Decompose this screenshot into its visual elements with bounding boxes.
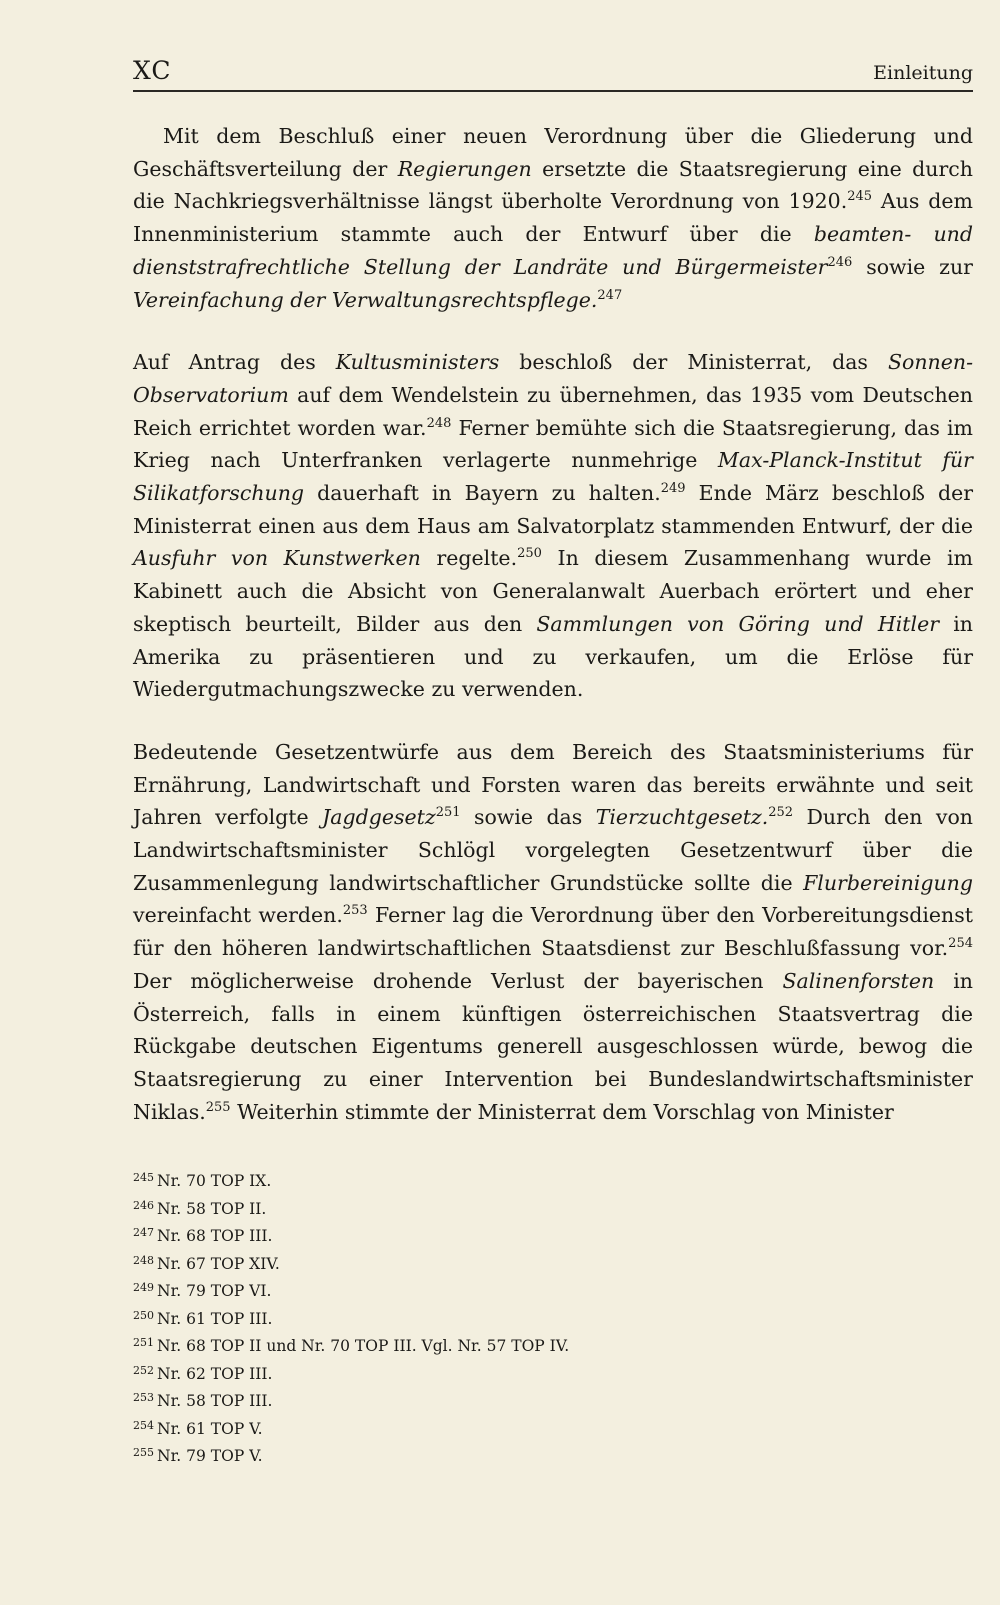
footnote bbox=[133, 1359, 973, 1387]
footnote-number: 247 bbox=[133, 1226, 154, 1239]
footnote-number: 255 bbox=[133, 1446, 154, 1459]
text-run: Durch den von Landwirtschaftsminister Schlögl vorgelegten Gesetzentwurf über die Zusammenlegung landwirtschaftlicher Grundstücke sollte die bbox=[133, 805, 973, 895]
paragraph bbox=[133, 120, 973, 316]
text-run: regelte. bbox=[420, 546, 518, 571]
emphasis-text: Ausfuhr von Kunstwerken bbox=[133, 546, 421, 571]
footnote-ref: 251 bbox=[435, 805, 461, 821]
text-run: Mit dem Beschluß einer neuen Verordnung über die Gliederung und Geschäftsverteilung der bbox=[133, 124, 973, 181]
text-run: beschloß der Ministerrat, das bbox=[499, 350, 888, 375]
text-run: In diesem Zusammenhang wurde im Kabinett auch die Absicht von Generalanwalt Auerbach erörtert und eher skeptisch beurteilt, Bilder aus den bbox=[133, 546, 973, 636]
footnote-ref: 246 bbox=[827, 254, 853, 270]
emphasis-text: Max-Planck-Institut für Silikatforschung bbox=[133, 448, 973, 506]
footnote bbox=[133, 1194, 973, 1222]
footnote-text: Nr. 62 TOP III. bbox=[157, 1364, 273, 1383]
footnote-text: Nr. 70 TOP IX. bbox=[157, 1172, 272, 1190]
footnote bbox=[133, 1166, 973, 1194]
footnote-text: Nr. 61 TOP III. bbox=[157, 1309, 273, 1328]
footnote-number: 251 bbox=[133, 1336, 154, 1349]
emphasis-text: Vereinfachung der Verwaltungsrechtspflege. bbox=[133, 287, 598, 312]
text-run: in Österreich, falls in einem künftigen österreichischen Staatsvertrag die Rückgabe deutschen Eigentums generell ausgeschlossen würde, bewog die Staatsregierung zu einer Intervention bei Bundeslandwirtschaftsminister Niklas. bbox=[133, 968, 974, 1124]
text-run: Ende März beschloß der Ministerrat einen aus dem Haus am Salvatorplatz stammenden Entwurf, der die bbox=[133, 481, 974, 538]
emphasis-text: Kultusministers bbox=[335, 350, 500, 375]
emphasis-text: Tierzuchtgesetz. bbox=[595, 805, 769, 830]
footnote-ref: 249 bbox=[660, 481, 686, 497]
emphasis-text: Sammlungen von Göring und Hitler bbox=[536, 611, 940, 636]
footnote-number: 246 bbox=[133, 1198, 154, 1212]
text-run: vereinfacht werden. bbox=[133, 903, 343, 928]
footnote-number: 253 bbox=[133, 1391, 154, 1404]
footnote bbox=[133, 1414, 973, 1442]
footnote-ref: 252 bbox=[768, 805, 794, 821]
footnote-text: Nr. 79 TOP V. bbox=[157, 1447, 263, 1465]
text-run: Weiterhin stimmte der Ministerrat dem Vorschlag von Minister bbox=[230, 1099, 894, 1124]
footnote-text: Nr. 68 TOP II und Nr. 70 TOP III. Vgl. Nr. 57 TOP IV. bbox=[157, 1337, 570, 1355]
emphasis-text: Jagdgesetz bbox=[322, 805, 436, 830]
footnote-number: 249 bbox=[133, 1281, 154, 1294]
text-run: auf dem Wendelstein zu übernehmen, das 1935 vom Deutschen Reich errichtet worden war. bbox=[133, 382, 973, 440]
footnote-ref: 248 bbox=[426, 415, 452, 431]
footnote bbox=[133, 1386, 973, 1414]
text-run: in Amerika zu präsentieren und zu verkaufen, um die Erlöse für Wiedergutmachungszwecke zu verwenden. bbox=[133, 611, 974, 702]
footnote-number: 248 bbox=[133, 1253, 154, 1267]
footnote-text: Nr. 67 TOP XIV. bbox=[157, 1254, 280, 1273]
footnote-ref: 254 bbox=[948, 936, 973, 952]
paragraph bbox=[133, 346, 973, 706]
footnote-ref: 245 bbox=[847, 189, 873, 205]
body-text bbox=[133, 120, 973, 1158]
footnote bbox=[133, 1441, 973, 1469]
paragraph bbox=[133, 736, 973, 1128]
footnote-text: Nr. 68 TOP III. bbox=[157, 1227, 273, 1245]
footnote-number: 250 bbox=[133, 1308, 154, 1322]
section-title: Einleitung bbox=[873, 62, 973, 84]
footnote bbox=[133, 1276, 973, 1304]
footnote-ref: 253 bbox=[342, 903, 368, 919]
footnote-text: Nr. 61 TOP V. bbox=[157, 1419, 263, 1438]
footnote-number: 254 bbox=[133, 1418, 154, 1432]
running-header bbox=[133, 56, 973, 92]
footnote bbox=[133, 1249, 973, 1277]
text-run: Ferner bemühte sich die Staatsregierung, das im Krieg nach Unterfranken verlagerte nunmehrige bbox=[133, 415, 973, 473]
text-run: sowie zur bbox=[852, 254, 973, 279]
text-run: ersetzte die Staatsregierung eine durch die Nachkriegsverhältnisse längst überholte Verordnung von 1920. bbox=[133, 156, 973, 214]
emphasis-text: Sonnen-Observatorium bbox=[133, 350, 974, 407]
emphasis-text: Flurbereinigung bbox=[803, 870, 973, 895]
footnote-number: 252 bbox=[133, 1363, 154, 1377]
footnote-ref: 250 bbox=[517, 546, 542, 562]
text-run: Auf Antrag des bbox=[133, 350, 336, 375]
text-run: sowie das bbox=[460, 805, 596, 830]
footnote-text: Nr. 58 TOP II. bbox=[157, 1199, 267, 1218]
footnote bbox=[133, 1221, 973, 1249]
text-run: Ferner lag die Verordnung über den Vorbereitungsdienst für den höheren landwirtschaftlichen Staatsdienst zur Beschlußfassung vor. bbox=[133, 903, 973, 961]
emphasis-text: Regierungen bbox=[397, 156, 532, 181]
text-run: Bedeutende Gesetzentwürfe aus dem Bereich des Staatsministeriums für Ernährung, Landwirtschaft und Forsten waren das bereits erwähnte und seit Jahren verfolgte bbox=[133, 739, 973, 830]
text-run: Der möglicherweise drohende Verlust der bayerischen bbox=[133, 968, 783, 993]
footnote-number: 245 bbox=[133, 1171, 154, 1184]
footnotes bbox=[133, 1166, 973, 1469]
footnote-ref: 247 bbox=[597, 287, 623, 303]
footnote bbox=[133, 1331, 973, 1359]
text-run: dauerhaft in Bayern zu halten. bbox=[304, 481, 661, 506]
page-number: XC bbox=[133, 56, 172, 85]
emphasis-text: beamten- und dienststrafrechtliche Stellung der Landräte und Bürgermeister bbox=[133, 222, 973, 279]
footnote-text: Nr. 58 TOP III. bbox=[157, 1392, 273, 1410]
emphasis-text: Salinenforsten bbox=[782, 968, 935, 993]
footnote-text: Nr. 79 TOP VI. bbox=[157, 1282, 272, 1300]
text-run: Aus dem Innenministerium stammte auch der Entwurf über die bbox=[133, 189, 973, 247]
footnote-ref: 255 bbox=[205, 1099, 231, 1115]
footnote bbox=[133, 1304, 973, 1332]
